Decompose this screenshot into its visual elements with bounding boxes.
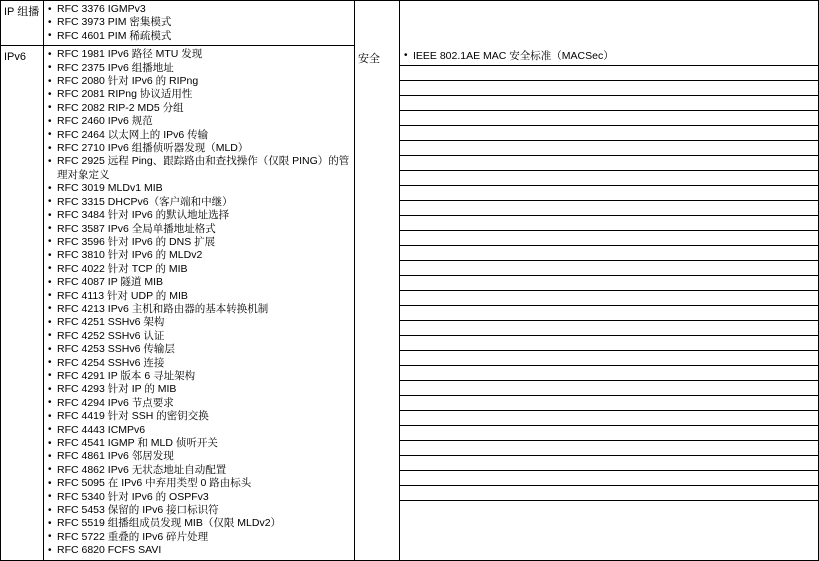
list-item: • RFC 4213 IPv6 主机和路由器的基本转换机制 — [48, 303, 352, 316]
table-row — [400, 441, 818, 456]
empty-cell — [400, 351, 818, 366]
security-rows-table — [400, 1, 818, 515]
list-item: • RFC 4601 PIM 稀疏模式 — [48, 30, 352, 43]
table-row — [400, 111, 818, 126]
list-item: • RFC 3973 PIM 密集模式 — [48, 16, 352, 29]
empty-cell — [400, 66, 818, 81]
section-label-security-cell — [355, 1, 400, 561]
section-label-security: 安全 — [358, 53, 380, 65]
table-row — [400, 291, 818, 306]
empty-cell — [400, 321, 818, 336]
list-item: • RFC 4251 SSHv6 架构 — [48, 316, 352, 329]
list-item: • RFC 4022 针对 TCP 的 MIB — [48, 263, 352, 276]
empty-cell — [400, 336, 818, 351]
empty-cell — [400, 216, 818, 231]
security-list — [400, 1, 818, 65]
rfc-list-ip-multicast — [44, 1, 354, 45]
table-row — [400, 216, 818, 231]
list-item: • RFC 3315 DHCPv6（客户端和中继） — [48, 196, 352, 209]
table-row — [400, 486, 818, 501]
list-item: • RFC 4252 SSHv6 认证 — [48, 330, 352, 343]
list-item: • RFC 3810 针对 IPv6 的 MLDv2 — [48, 249, 352, 262]
list-item: • RFC 5519 组播组成员发现 MIB（仅限 MLDv2） — [48, 517, 352, 530]
list-item: • RFC 2082 RIP-2 MD5 分组 — [48, 102, 352, 115]
empty-cell — [400, 291, 818, 306]
table-row — [400, 276, 818, 291]
list-item: • RFC 4253 SSHv6 传输层 — [48, 343, 352, 356]
table-row — [400, 426, 818, 441]
list-item: • RFC 5095 在 IPv6 中弃用类型 0 路由标头 — [48, 477, 352, 490]
empty-cell — [400, 456, 818, 471]
empty-cell — [400, 261, 818, 276]
list-item: • RFC 3596 针对 IPv6 的 DNS 扩展 — [48, 236, 352, 249]
list-item: • RFC 4541 IGMP 和 MLD 侦听开关 — [48, 437, 352, 450]
empty-cell — [400, 486, 818, 501]
table-row — [400, 381, 818, 396]
empty-cell — [400, 171, 818, 186]
empty-cell — [400, 246, 818, 261]
empty-cell — [400, 306, 818, 321]
table-row — [400, 66, 818, 81]
empty-cell — [400, 471, 818, 486]
table-row-ip-multicast — [1, 1, 819, 46]
list-item: • RFC 2925 远程 Ping、跟踪路由和查找操作（仅限 PING）的管理对象定义 — [48, 155, 352, 182]
table-row — [400, 366, 818, 381]
table-row — [400, 126, 818, 141]
empty-cell — [400, 156, 818, 171]
list-item: • RFC 4087 IP 隧道 MIB — [48, 276, 352, 289]
empty-cell — [400, 366, 818, 381]
security-items-cell — [400, 1, 818, 66]
empty-cell — [400, 276, 818, 291]
empty-cell — [400, 501, 818, 516]
table-row — [400, 351, 818, 366]
empty-cell — [400, 441, 818, 456]
list-item: • RFC 4293 针对 IP 的 MIB — [48, 383, 352, 396]
empty-cell — [400, 201, 818, 216]
list-item: • RFC 5722 重叠的 IPv6 碎片处理 — [48, 531, 352, 544]
list-item: • IEEE 802.1AE MAC 安全标准（MACSec） — [404, 49, 816, 63]
section-items-ipv6-cell — [44, 46, 355, 560]
table-row — [400, 141, 818, 156]
table-row — [400, 231, 818, 246]
empty-cell — [400, 411, 818, 426]
table-row — [400, 471, 818, 486]
list-item: • RFC 5340 针对 IPv6 的 OSPFv3 — [48, 491, 352, 504]
list-item: • RFC 4294 IPv6 节点要求 — [48, 397, 352, 410]
section-label-ip-multicast-cell — [1, 1, 44, 46]
table-row — [400, 456, 818, 471]
table-row — [400, 186, 818, 201]
table-row — [400, 81, 818, 96]
table-row — [400, 501, 818, 516]
empty-cell — [400, 111, 818, 126]
empty-cell — [400, 396, 818, 411]
section-items-security-cell — [400, 1, 819, 561]
list-item: • RFC 4254 SSHv6 连接 — [48, 357, 352, 370]
list-item: • RFC 2464 以太网上的 IPv6 传输 — [48, 129, 352, 142]
table-row — [400, 261, 818, 276]
table-row — [400, 336, 818, 351]
list-item: • RFC 5453 保留的 IPv6 接口标识符 — [48, 504, 352, 517]
empty-cell — [400, 426, 818, 441]
list-item: • RFC 2080 针对 IPv6 的 RIPng — [48, 75, 352, 88]
section-label-ipv6: IPv6 — [4, 51, 27, 64]
empty-cell — [400, 231, 818, 246]
list-item: • RFC 4291 IP 版本 6 寻址架构 — [48, 370, 352, 383]
table-row — [400, 156, 818, 171]
list-item: • RFC 4443 ICMPv6 — [48, 424, 352, 437]
empty-cell — [400, 186, 818, 201]
empty-cell — [400, 126, 818, 141]
list-item: • RFC 2375 IPv6 组播地址 — [48, 62, 352, 75]
list-item: • RFC 4862 IPv6 无状态地址自动配置 — [48, 464, 352, 477]
list-item: • RFC 3587 IPv6 全局单播地址格式 — [48, 223, 352, 236]
list-item: • RFC 3019 MLDv1 MIB — [48, 182, 352, 195]
table-row — [400, 396, 818, 411]
empty-cell — [400, 96, 818, 111]
section-label-ip-multicast: IP 组播 — [4, 6, 40, 18]
list-item: • RFC 2081 RIPng 协议适用性 — [48, 88, 352, 101]
list-item: • RFC 4113 针对 UDP 的 MIB — [48, 290, 352, 303]
table-row — [400, 171, 818, 186]
table-row — [400, 306, 818, 321]
table-row — [400, 96, 818, 111]
table-row — [400, 1, 818, 66]
list-item: • RFC 2460 IPv6 规范 — [48, 115, 352, 128]
table-row — [400, 201, 818, 216]
list-item: • RFC 4419 针对 SSH 的密钥交换 — [48, 410, 352, 423]
table-row — [400, 411, 818, 426]
empty-cell — [400, 381, 818, 396]
table-row — [400, 246, 818, 261]
list-item: • RFC 2710 IPv6 组播侦听器发现（MLD） — [48, 142, 352, 155]
list-item: • RFC 3484 针对 IPv6 的默认地址选择 — [48, 209, 352, 222]
table-row — [400, 321, 818, 336]
section-label-ipv6-cell — [1, 46, 44, 560]
list-item: • RFC 6820 FCFS SAVI — [48, 544, 352, 557]
list-item: • RFC 4861 IPv6 邻居发现 — [48, 450, 352, 463]
empty-cell — [400, 141, 818, 156]
list-item: • RFC 1981 IPv6 路径 MTU 发现 — [48, 48, 352, 61]
empty-cell — [400, 81, 818, 96]
list-item: • RFC 3376 IGMPv3 — [48, 3, 352, 16]
rfc-list-ipv6 — [44, 46, 354, 559]
section-items-ip-multicast-cell — [44, 1, 355, 46]
